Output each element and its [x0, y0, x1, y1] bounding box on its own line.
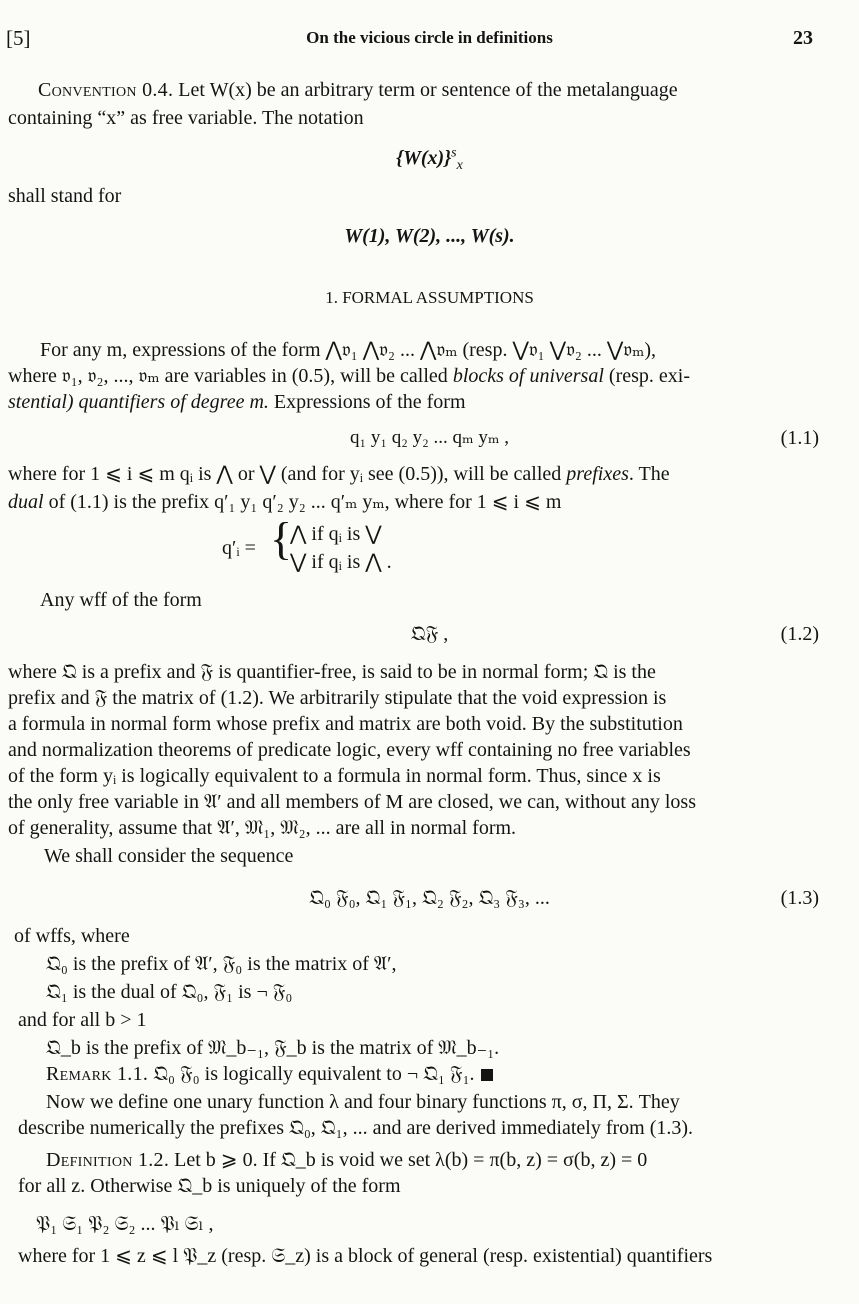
- notation-subscript: x: [456, 158, 463, 173]
- definition-1-2-line-1: [46, 1148, 647, 1172]
- section-number: [5]: [6, 26, 31, 50]
- convention-line-1: [38, 78, 678, 102]
- functions-para-line-1: Now we define one unary function λ and four binary functions π, σ, Π, Σ. They: [46, 1091, 680, 1113]
- remark-heading: Remark 1.1.: [46, 1063, 149, 1085]
- equation-1-3: 𝔔₀ 𝔉₀, 𝔔₁ 𝔉₁, 𝔔₂ 𝔉₂, 𝔔₃ 𝔉₃, ...: [309, 887, 550, 909]
- qp3-b: Expressions of the form: [268, 391, 466, 413]
- notation-superscript: s: [451, 145, 457, 161]
- pp1-a: where for 1 ⩽ i ⩽ m qᵢ is ⋀ or ⋁ (and for yᵢ see (0.5)), will be called: [8, 463, 567, 485]
- equation-1-2-number: (1.2): [780, 623, 819, 645]
- equation-1-1: q₁ y₁ q₂ y₂ ... qₘ yₘ ,: [349, 427, 510, 448]
- section-title: 1. FORMAL ASSUMPTIONS: [325, 288, 534, 307]
- prefix-para-line-2: [8, 490, 561, 514]
- equation-1-2: 𝔔𝔉 ,: [410, 623, 449, 645]
- normal-form-line-2: prefix and 𝔉 the matrix of (1.2). We arbitrarily stipulate that the void expression is: [8, 687, 667, 709]
- notation-w: {W(x)}: [396, 147, 452, 169]
- consider-sequence: We shall consider the sequence: [44, 845, 294, 867]
- prefix-para-line-1: [8, 462, 670, 486]
- normal-form-line-5: of the form yᵢ is logically equivalent to a formula in normal form. Thus, since x is: [8, 765, 661, 787]
- definition-q1: 𝔔₁ is the dual of 𝔔₀, 𝔉₁ is ¬ 𝔉₀: [46, 981, 293, 1003]
- functions-para-line-2: describe numerically the prefixes 𝔔₀, 𝔔₁, ... and are derived immediately from (1.3).: [18, 1117, 694, 1139]
- quantifier-para-line-3: [8, 390, 466, 414]
- normal-form-line-4: and normalization theorems of predicate logic, every wff containing no free variables: [8, 739, 691, 761]
- remark-1-1: [46, 1062, 493, 1086]
- convention-line-2: containing “x” as free variable. The notation: [8, 107, 364, 129]
- for-all-b: and for all b > 1: [18, 1009, 147, 1031]
- pp1-b: prefixes: [566, 463, 629, 485]
- left-brace: {: [270, 513, 293, 564]
- definition-heading: Definition 1.2.: [46, 1149, 170, 1171]
- of-wffs: of wffs, where: [14, 925, 130, 947]
- case-lhs: q′ᵢ =: [222, 537, 256, 559]
- shall-stand-for: shall stand for: [8, 185, 122, 207]
- pp2-b: of (1.1) is the prefix q′₁ y₁ q′₂ y₂ ... q′ₘ yₘ, where for 1 ⩽ i ⩽ m: [43, 491, 562, 513]
- definition-text: Let b ⩾ 0. If 𝔔_b is void we set λ(b) = π(b, z) = σ(b, z) = 0: [169, 1149, 648, 1171]
- equation-1-1-number: (1.1): [780, 427, 819, 449]
- equation-1-3-number: (1.3): [780, 887, 819, 909]
- qp3-a: stential) quantifiers of degree m.: [8, 391, 269, 413]
- qed-square-icon: [481, 1069, 493, 1081]
- notation-formula: [0, 145, 859, 173]
- convention-text: Let W(x) be an arbitrary term or sentence of the metalanguage: [178, 79, 678, 101]
- expansion-formula: W(1), W(2), ..., W(s).: [344, 225, 515, 247]
- running-title: On the vicious circle in definitions: [306, 28, 553, 47]
- normal-form-line-1: where 𝔔 is a prefix and 𝔉 is quantifier-free, is said to be in normal form; 𝔔 is the: [8, 661, 656, 683]
- definition-1-2-line-2: for all z. Otherwise 𝔔_b is uniquely of the form: [18, 1175, 401, 1197]
- definition-q0: 𝔔₀ is the prefix of 𝔄′, 𝔉₀ is the matrix of 𝔄′,: [46, 953, 397, 975]
- normal-form-line-7: of generality, assume that 𝔄′, 𝔐₁, 𝔐₂, ... are all in normal form.: [8, 817, 517, 839]
- blocks-formula: 𝔓₁ 𝔖₁ 𝔓₂ 𝔖₂ ... 𝔓ₗ 𝔖ₗ ,: [36, 1213, 214, 1235]
- normal-form-line-6: the only free variable in 𝔄′ and all members of M are closed, we can, without any loss: [8, 791, 696, 813]
- qp2-a: where 𝔳₁, 𝔳₂, ..., 𝔳ₘ are variables in (0.5), will be called: [8, 365, 453, 387]
- convention-heading: Convention 0.4.: [38, 79, 174, 101]
- definition-qb: 𝔔_b is the prefix of 𝔐_b₋₁, 𝔉_b is the matrix of 𝔐_b₋₁.: [46, 1037, 500, 1059]
- remark-body: 𝔔₀ 𝔉₀ is logically equivalent to ¬ 𝔔₁ 𝔉₁.: [148, 1063, 475, 1085]
- pp2-a: dual: [8, 491, 44, 513]
- case-row-1: ⋀ if qᵢ is ⋁: [290, 523, 382, 545]
- case-row-2: ⋁ if qᵢ is ⋀ .: [290, 551, 392, 573]
- qp2-c: (resp. exi-: [603, 365, 690, 387]
- page-number: 23: [793, 27, 813, 49]
- normal-form-line-3: a formula in normal form whose prefix and matrix are both void. By the substitution: [8, 713, 683, 735]
- quantifier-para-line-1: For any m, expressions of the form ⋀𝔳₁ ⋀𝔳₂ ... ⋀𝔳ₘ (resp. ⋁𝔳₁ ⋁𝔳₂ ... ⋁𝔳ₘ),: [40, 339, 657, 361]
- any-wff: Any wff of the form: [40, 589, 202, 611]
- last-line: where for 1 ⩽ z ⩽ l 𝔓_z (resp. 𝔖_z) is a block of general (resp. existential) quantifiers: [18, 1245, 713, 1267]
- qp2-b: blocks of universal: [452, 365, 604, 387]
- pp1-c: . The: [628, 463, 670, 485]
- quantifier-para-line-2: [8, 364, 690, 388]
